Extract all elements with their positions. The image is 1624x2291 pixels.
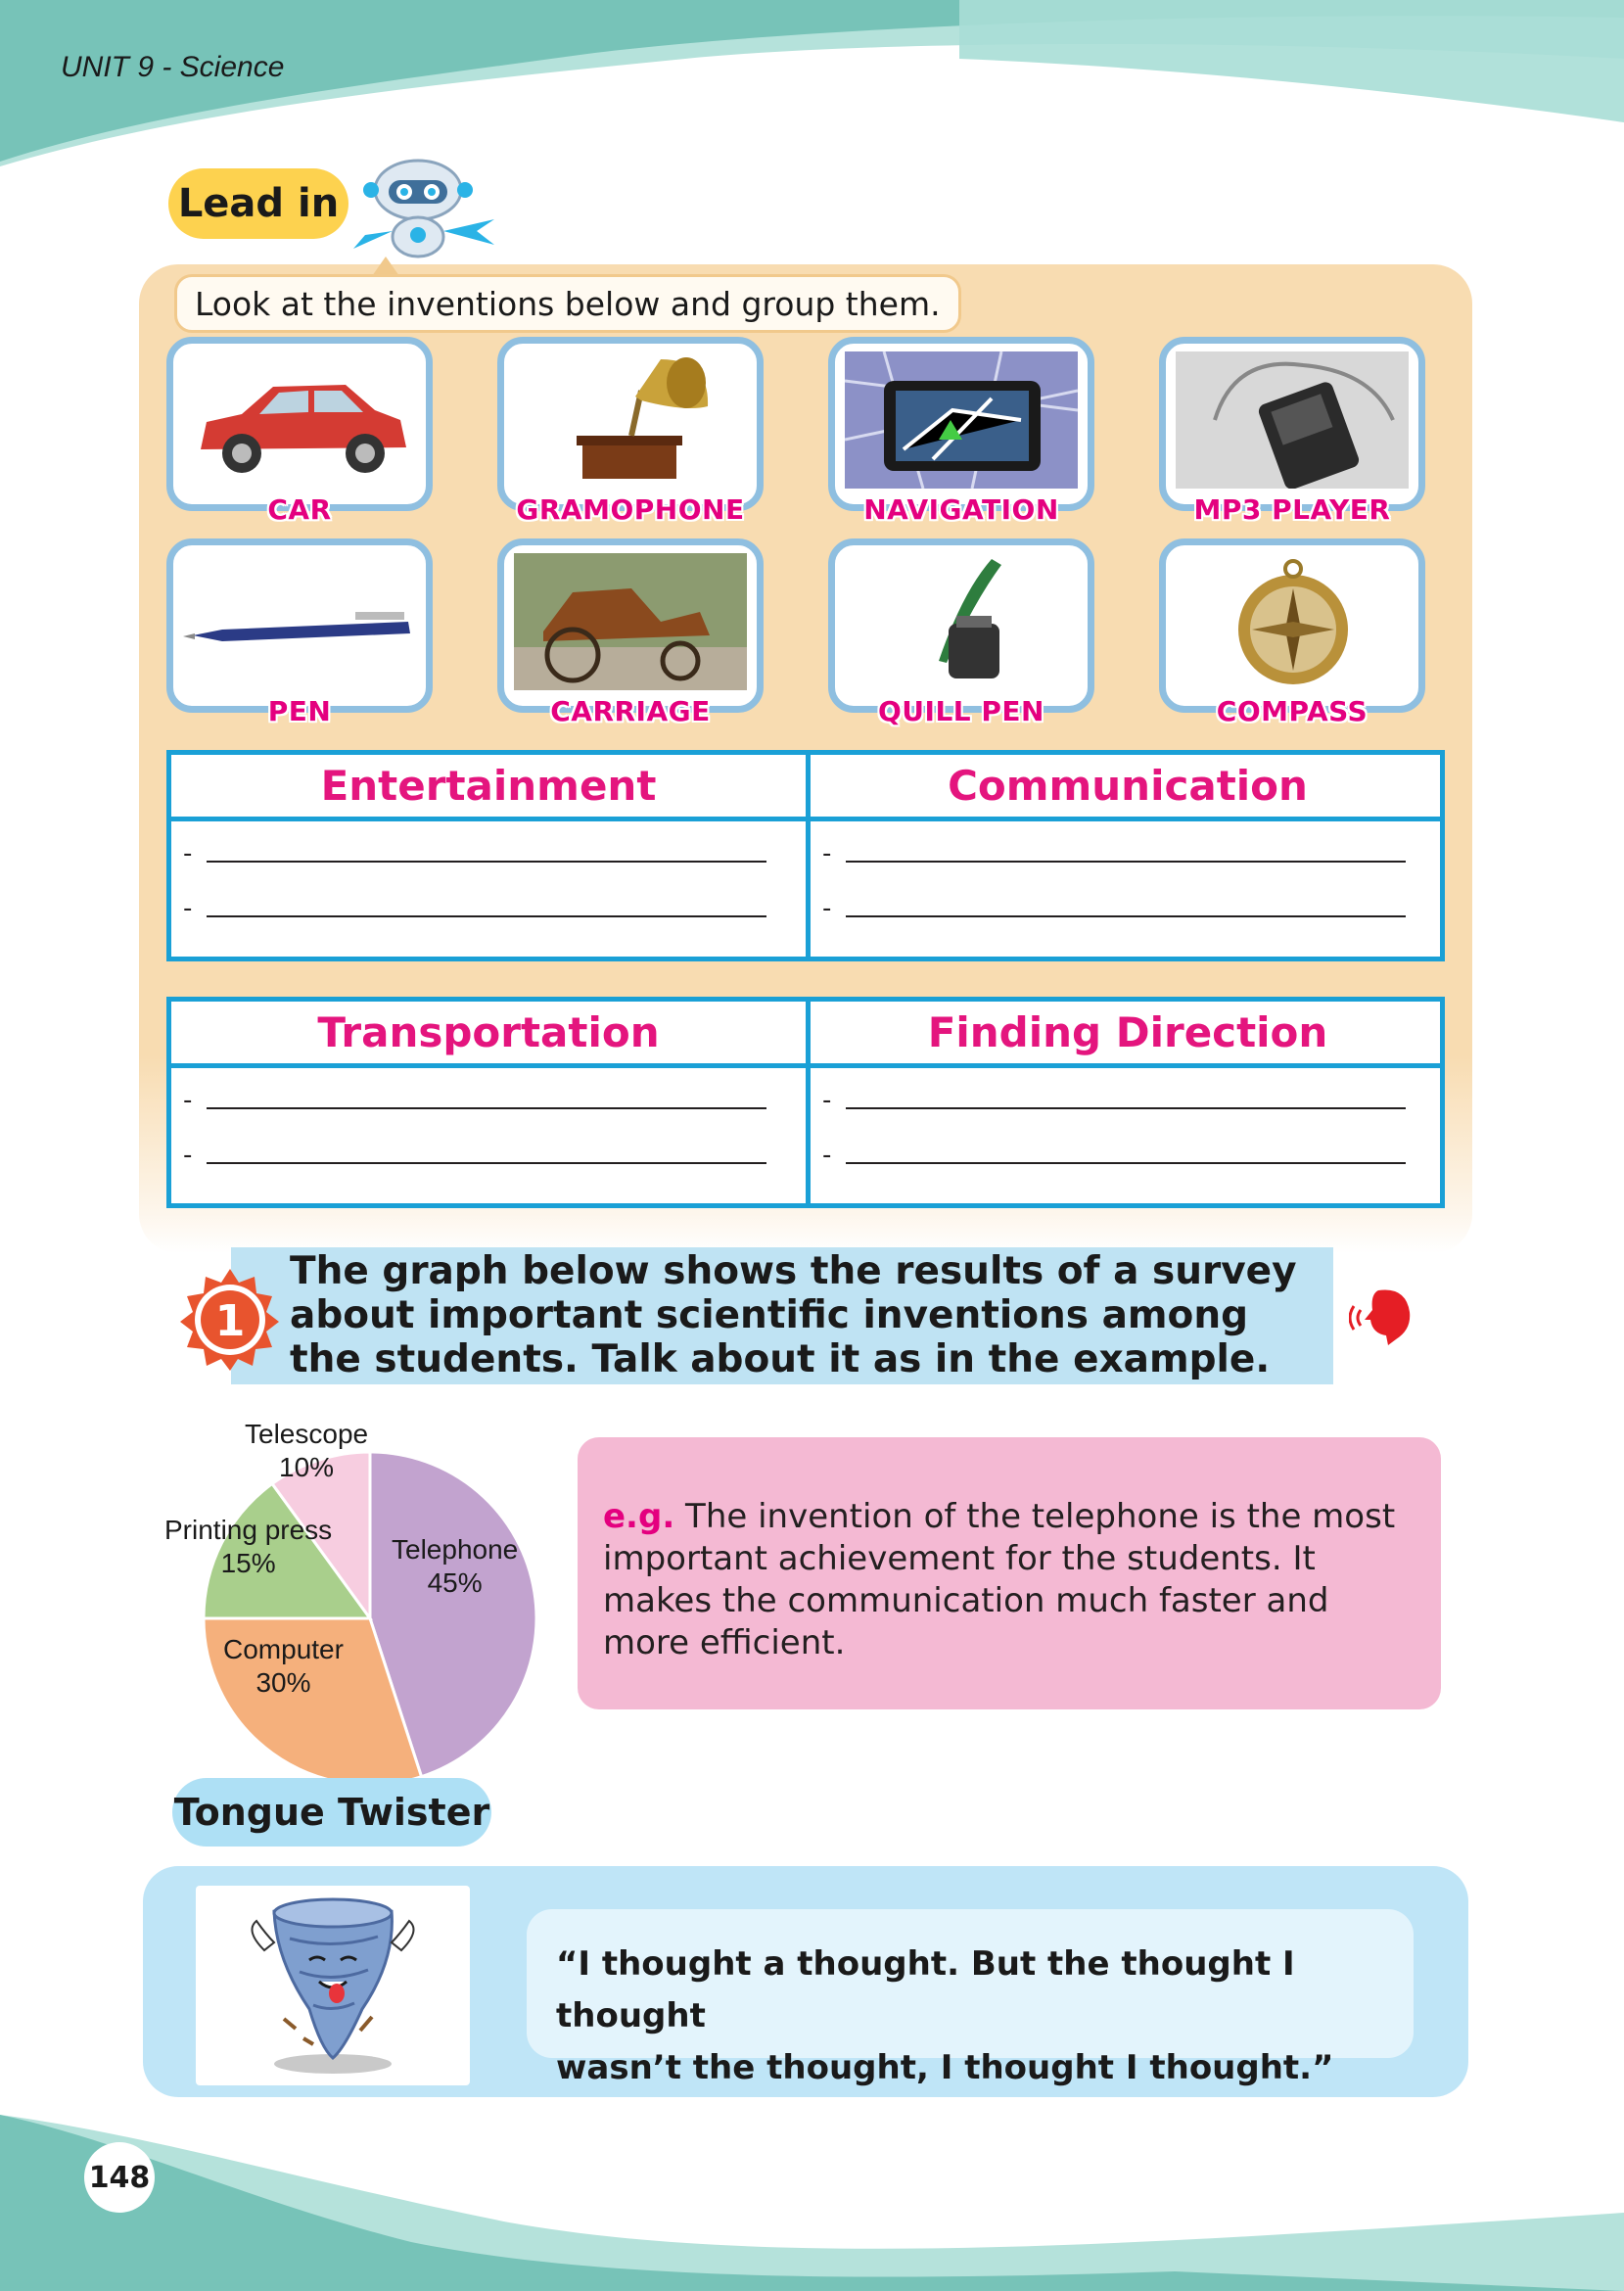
navigation-image	[845, 351, 1078, 489]
card-label-quill-pen: QUILL PEN	[878, 695, 1044, 727]
example-text	[603, 1496, 1425, 1664]
group-table-1	[166, 750, 1445, 961]
card-label-carriage: CARRIAGE	[550, 695, 711, 727]
page-number: 148	[84, 2142, 155, 2213]
pie-label-printing-press	[164, 1514, 332, 1580]
dash: -	[183, 1141, 193, 1170]
invention-card-compass	[1159, 538, 1425, 727]
answer-line[interactable]	[207, 1107, 766, 1109]
invention-card-carriage	[497, 538, 764, 727]
pie-label-computer-name: Computer	[223, 1634, 344, 1664]
exercise-instruction: The graph below shows the results of a survey about important scientific inventions among the students. Talk about it as in the example.	[290, 1249, 1297, 1381]
invention-card-quill-pen	[828, 538, 1094, 727]
pen-image	[183, 553, 416, 690]
pie-label-computer-value: 30%	[255, 1667, 311, 1698]
card-label-gramophone: GRAMOPHONE	[516, 493, 745, 526]
dash: -	[822, 1086, 832, 1115]
group-heading-communication: Communication	[811, 755, 1445, 821]
answer-line[interactable]	[846, 915, 1406, 917]
car-image	[183, 351, 416, 489]
unit-label: UNIT 9 - Science	[61, 51, 285, 83]
tongue-twister-title: Tongue Twister	[172, 1778, 491, 1847]
lead-in-title: Lead in	[168, 168, 348, 239]
pie-label-telephone-value: 45%	[427, 1567, 483, 1598]
invention-card-navigation	[828, 337, 1094, 526]
pie-label-printing-press-name: Printing press	[164, 1515, 333, 1545]
group-heading-entertainment: Entertainment	[171, 755, 806, 821]
group-column-transportation	[171, 1002, 806, 1203]
group-heading-transportation: Transportation	[171, 1002, 806, 1068]
card-label-car: CAR	[267, 493, 332, 526]
answer-line[interactable]	[846, 861, 1406, 863]
tornado-cartoon-icon	[215, 1892, 450, 2083]
card-label-mp3-player: MP3 PLAYER	[1193, 493, 1391, 526]
pie-label-telescope-name: Telescope	[245, 1419, 369, 1449]
dash: -	[822, 1141, 832, 1170]
exercise-number: 1	[214, 1296, 246, 1346]
card-label-compass: COMPASS	[1216, 695, 1369, 727]
carriage-image	[514, 553, 747, 690]
tongue-twister-text	[556, 1939, 1398, 2094]
lead-in-instruction: Look at the inventions below and group them.	[174, 274, 961, 333]
pie-label-telescope	[245, 1418, 368, 1484]
dash: -	[822, 894, 832, 923]
group-column-finding-direction	[806, 1002, 1445, 1203]
card-label-pen: PEN	[267, 695, 332, 727]
answer-line[interactable]	[207, 861, 766, 863]
invention-card-pen	[166, 538, 433, 727]
group-heading-finding-direction: Finding Direction	[811, 1002, 1445, 1068]
dash: -	[822, 839, 832, 868]
dash: -	[183, 1086, 193, 1115]
invention-card-gramophone	[497, 337, 764, 526]
gramophone-image	[514, 351, 747, 489]
pie-label-printing-press-value: 15%	[220, 1548, 276, 1578]
dash: -	[183, 894, 193, 923]
mp3-player-image	[1176, 351, 1409, 489]
invention-card-mp3-player	[1159, 337, 1425, 526]
footer-band	[0, 2095, 1624, 2291]
answer-line[interactable]	[846, 1107, 1406, 1109]
tongue-twister-line-2: wasn’t the thought, I thought I thought.”	[556, 2048, 1334, 2087]
group-column-entertainment	[171, 755, 806, 957]
pie-label-telephone	[392, 1533, 518, 1600]
answer-line[interactable]	[207, 915, 766, 917]
tongue-twister-line-1: “I thought a thought. But the thought I thought	[556, 1944, 1295, 2035]
card-label-navigation: NAVIGATION	[863, 493, 1059, 526]
speaking-icon	[1349, 1281, 1417, 1349]
instruction-bubble-tail	[372, 257, 399, 276]
pie-label-computer	[223, 1633, 344, 1700]
example-marker: e.g.	[603, 1497, 675, 1536]
header-band	[0, 0, 1624, 176]
dash: -	[183, 839, 193, 868]
answer-line[interactable]	[207, 1162, 766, 1164]
compass-image	[1176, 553, 1409, 690]
robot-mascot-icon	[348, 155, 514, 262]
pie-label-telephone-name: Telephone	[392, 1534, 519, 1565]
group-table-2	[166, 997, 1445, 1208]
exercise-number-badge	[176, 1265, 284, 1373]
group-column-communication	[806, 755, 1445, 957]
invention-card-car	[166, 337, 433, 526]
pie-label-telescope-value: 10%	[279, 1452, 335, 1482]
answer-line[interactable]	[846, 1162, 1406, 1164]
example-sentence: The invention of the telephone is the most important achievement for the students. It makes the communication much faster and more efficient.	[603, 1497, 1396, 1662]
quill-pen-image	[845, 553, 1078, 690]
